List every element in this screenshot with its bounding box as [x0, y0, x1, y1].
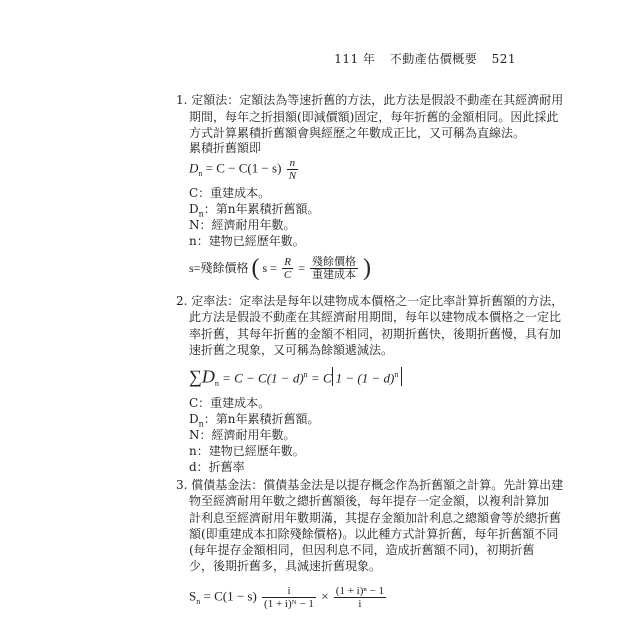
s1-line-4: 累積折舊額即: [189, 141, 262, 155]
header-year: 111 年: [334, 52, 376, 66]
s1-def-c: C：重建成本。: [189, 186, 271, 200]
s2-def-dn: $D_n$：第n年累積折舊額。: [189, 412, 320, 429]
s2-formula-inner: 1 − (1 − d): [335, 370, 395, 386]
s2-def-d: D: [189, 412, 199, 426]
s2-line-4: 速折舊之現象，又可稱為餘額遞減法。: [189, 343, 394, 357]
page-header: [324, 50, 516, 67]
s3-line-2: 物至經濟耐用年數之總折舊額後，每年提存一定金額，以複利計算加: [189, 494, 550, 508]
s1-line-3: 方式計算累積折舊額會與經歷之年數成正比，又可稱為直線法。: [189, 126, 526, 140]
s2-formula-sum: [189, 366, 215, 386]
s2-def-n: n：建物已經歷年數。: [189, 444, 305, 458]
s3-frac1-num: i: [262, 585, 316, 598]
s3-formula-lhs-sub: n: [196, 597, 201, 607]
s1-right-paren: ): [363, 255, 372, 281]
s1-line-1: 1. 定額法：定額法為等速折舊的方法，此方法是假設不動產在其經濟耐用: [176, 93, 564, 107]
s1-residual-lhs: s=殘餘價格: [189, 261, 249, 275]
s1-residual: [189, 254, 371, 282]
s2-line-2: 此方法是假設不動產在其經濟耐用期間，每年以建物成本價格之一定比: [189, 310, 562, 324]
s3-frac2: [334, 585, 386, 610]
s2-formula: [189, 367, 402, 392]
s1-def-dn-text: ：第n年累積折舊額。: [203, 202, 320, 216]
s2-def-dn-text: ：第n年累積折舊額。: [203, 412, 320, 426]
s3-frac1-den: (1 + i)ᴺ − 1: [264, 598, 314, 610]
s2-def-d-rate: d：折舊率: [189, 460, 245, 474]
s3-line-1: 3. 償債基金法：償債基金法是以提存概念作為折舊額之計算。先計算出建: [176, 478, 564, 492]
s3-formula: [189, 585, 388, 610]
s1-residual-frac2-num: 殘餘價格: [312, 255, 357, 268]
s1-formula-lhs-sub: n: [198, 169, 203, 179]
s1-def-n: n：建物已經歷年數。: [189, 234, 305, 248]
s1-residual-s: s =: [262, 261, 277, 275]
s3-line-6: 少，後期折舊多，具減速折舊現象。: [189, 559, 382, 573]
s1-formula-lhs: D: [189, 160, 199, 176]
s2-formula-bracket: [332, 367, 403, 386]
s2-formula-inner-sup: n: [394, 370, 399, 379]
s3-times: ×: [321, 588, 329, 604]
s1-formula-fraction: [287, 157, 298, 182]
s1-residual-frac2: [310, 256, 358, 281]
s1-residual-frac1: [282, 256, 293, 281]
header-page-number: 521: [491, 52, 516, 66]
header-title: 不動產估價概要: [389, 52, 478, 66]
s2-formula-sub: n: [214, 378, 219, 388]
s3-frac2-num: (1 + i)ⁿ − 1: [335, 585, 385, 597]
s1-frac-den: N: [288, 170, 297, 182]
s3-frac1: [262, 585, 316, 610]
s3-formula-rhs: = C(1 − s): [203, 588, 257, 604]
s1-residual-frac1-num: R: [282, 256, 293, 269]
s2-formula-eq2: = C: [310, 370, 332, 386]
s3-line-3: 計利息至經濟耐用年數期滿，其提存金額加計利息之總額會等於總折舊: [189, 511, 562, 525]
s1-def-d: D: [189, 202, 199, 216]
s1-residual-eq: =: [298, 261, 306, 275]
s1-formula-rhs: = C − C(1 − s): [205, 160, 282, 176]
s2-def-c: C：重建成本。: [189, 396, 271, 410]
s1-def-dn: $D_n$：第n年累積折舊額。: [189, 202, 320, 219]
s1-def-n-cap: N：經濟耐用年數。: [189, 218, 296, 232]
s3-formula-lhs: S: [189, 588, 197, 604]
s2-line-3: 率折舊，其每年折舊的金額不相同，初期折舊快，後期折舊慢，具有加: [189, 327, 562, 341]
s2-formula-sup: n: [303, 370, 308, 379]
s3-frac2-den: i: [358, 598, 362, 610]
s1-line-2: 期間，每年之折損額(即減價額)固定，每年折舊的金額相同。因此採此: [189, 110, 559, 124]
s1-residual-frac1-den: C: [283, 268, 292, 281]
s2-formula-sum-text: ∑D: [189, 366, 215, 387]
s1-frac-num: n: [287, 157, 298, 170]
s2-line-1: 2. 定率法：定率法是每年以建物成本價格之一定比率計算折舊額的方法，: [176, 294, 564, 308]
s2-def-n-cap: N：經濟耐用年數。: [189, 428, 296, 442]
s2-formula-mid: = C − C(1 − d): [222, 370, 304, 386]
s1-residual-frac2-den: 重建成本: [312, 268, 357, 281]
s1-left-paren: (: [251, 255, 260, 281]
s3-line-4: 額(即重建成本扣除殘餘價格)。以此種方式計算折舊，每年折舊額不同: [189, 527, 559, 541]
s3-line-5: (每年提存金額相同，但因利息不同，造成折舊額不同)，初期折舊: [189, 543, 535, 557]
s1-formula: [189, 157, 300, 182]
